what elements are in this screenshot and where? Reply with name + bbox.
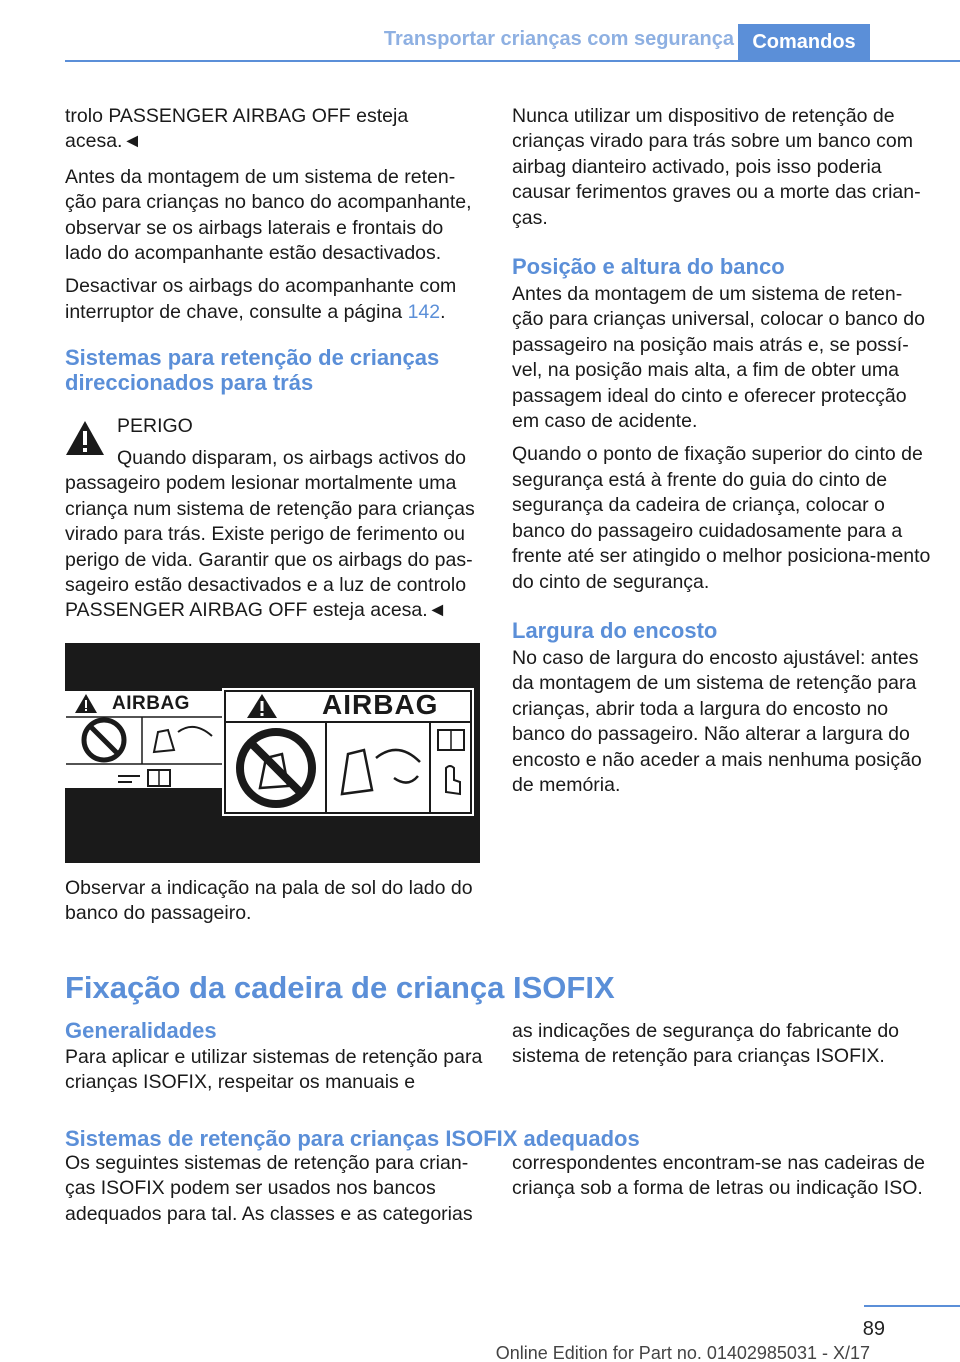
isofix-suitable-left [65, 1151, 485, 1227]
header-rule [65, 60, 960, 62]
left-column [65, 104, 485, 395]
heading-seat-position: Posição e altura do banco [512, 254, 785, 280]
heading-backrest-width: Largura do encosto [512, 617, 718, 643]
airbag-label-small-text: AIRBAG [112, 693, 190, 714]
heading-isofix-suitable: Sistemas de retenção para crianças ISOFIX adequados [65, 1126, 640, 1151]
heading-isofix: Fixação da cadeira de criança ISOFIX [65, 970, 615, 1005]
footer-rule [864, 1305, 960, 1307]
warning-title: PERIGO [117, 415, 193, 437]
left-paragraph-check-airbags: Antes da montagem de um sistema de reten-ção para crianças no banco do acompanhante, observar se os airbags laterais e frontais do lado do acompanhante estão desactivados. [65, 165, 472, 265]
right-column [512, 104, 932, 798]
isofix-suitable-text-right: correspondentes encontram-se nas cadeiras de criança sob a forma de letras ou indicação ISO. [512, 1152, 925, 1200]
airbag-label-small [65, 691, 245, 788]
edition-note: Online Edition for Part no. 01402985031 - X/17 [495, 1343, 870, 1362]
airbag-label-large [222, 688, 474, 816]
airbag-label-large-text: AIRBAG [322, 689, 439, 720]
warning-body-block [65, 446, 485, 624]
isofix-general-text-right: as indicações de segurança do fabricante do sistema de retenção para crianças ISOFIX. [512, 1020, 900, 1068]
image-caption: Observar a indicação na pala de sol do lado do banco do passageiro. [65, 877, 473, 925]
right-paragraph-never-use: Nunca utilizar um dispositivo de retenção de crianças virado para trás sobre um banco com airbag dianteiro activado, pois isso poderia causar ferimentos graves ou a morte das crian-ças. [512, 105, 921, 229]
isofix-general-text-left: Para aplicar e utilizar sistemas de retenção para crianças ISOFIX, respeitar os manuais e [65, 1046, 483, 1094]
isofix-suitable-heading-block [65, 1126, 945, 1151]
warning-text: Quando disparam, os airbags activos do passageiro podem lesionar mortalmente uma criança num sistema de retenção para crianças virado para trás. Existe perigo de ferimento ou perigo de vida. Garantir que os airbags do pas-sageiro estão desactivados e a luz de controlo PASSENGER AIRBAG OFF esteja acesa.◄ [65, 447, 475, 622]
right-paragraph-belt-anchor: Quando o ponto de fixação superior do cinto de segurança está à frente do guia do cinto de segurança da cadeira de criança, colocar o banco do passageiro cuidadosamente para a frente até ser atingido o melhor posiciona-mento do cinto de segurança. [512, 443, 931, 593]
isofix-general-left [65, 1018, 485, 1096]
isofix-suitable-text-left: Os seguintes sistemas de retenção para crian-ças ISOFIX podem ser usados nos bancos adequados para tal. As classes e as categorias [65, 1152, 473, 1225]
chapter-tab[interactable]: Comandos [738, 24, 870, 61]
page-number: 89 [862, 1318, 885, 1340]
deactivate-end: . [440, 300, 446, 323]
right-paragraph-backrest-width: No caso de largura do encosto ajustável: antes da montagem de um sistema de retenção para crianças, abrir toda a largura do encosto no banco do passageiro. Não alterar a largura do encosto e não aceder a mais nenhuma posição de memória. [512, 646, 922, 796]
image-caption-block [65, 876, 485, 927]
right-paragraph-seat-position: Antes da montagem de um sistema de reten-ção para crianças universal, colocar o banco do passageiro na posição mais atrás e, se possí-vel, na posição mais alta, a fim de obter uma passagem ideal do cinto e oferecer protecção em caso de acidente. [512, 283, 925, 433]
page-reference-link[interactable]: 142 [407, 300, 441, 323]
deactivate-text: Desactivar os airbags do acompanhante com interruptor de chave, consulte a página [65, 275, 457, 323]
warning-title-block [117, 414, 477, 439]
heading-generalidades: Generalidades [65, 1018, 217, 1043]
left-paragraph-continuation: trolo PASSENGER AIRBAG OFF esteja acesa.◄ [65, 105, 409, 153]
isofix-general-right [512, 1019, 932, 1070]
isofix-suitable-right [512, 1151, 932, 1202]
heading-rear-facing-systems: Sistemas para retenção de crianças direccionados para trás [65, 345, 440, 396]
airbag-label-photo [65, 643, 480, 863]
running-header-section: Transportar crianças com segurança [383, 28, 734, 50]
left-paragraph-deactivate [65, 274, 485, 325]
